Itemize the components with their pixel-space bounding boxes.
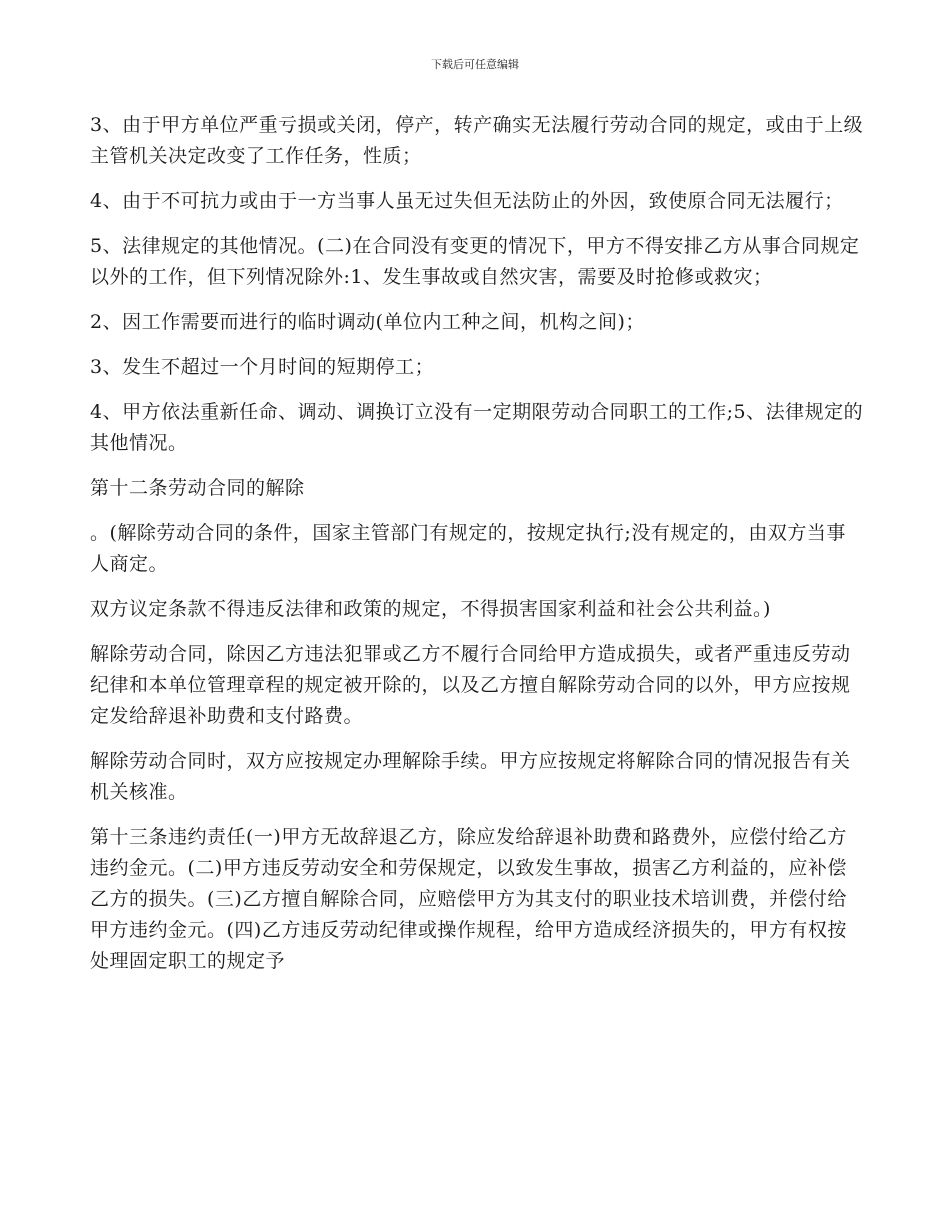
article-13-liability: 第十三条违约责任(一)甲方无故辞退乙方，除应发给辞退补助费和路费外，应偿付给乙方违约金元。(二)甲方违反劳动安全和劳保规定，以致发生事故，损害乙方利益的，应补偿乙方的损失。(三)乙方擅自解除合同，应赔偿甲方为其支付的职业技术培训费，并偿付给甲方违约金元。(四)乙方违反劳动纪律或操作规程，给甲方造成经济损失的，甲方有权按处理固定职工的规定予 [90,826,847,972]
paragraph-clause-5: 5、法律规定的其他情况。(二)在合同没有变更的情况下，甲方不得安排乙方从事合同规定以外的工作，但下列情况除外:1、发生事故或自然灾害，需要及时抢修或救灾； [90,235,860,288]
paragraph-agreed-terms: 双方议定条款不得违反法律和政策的规定，不得损害国家利益和社会公共利益。) [90,598,771,620]
paragraph-clause-4: 4、由于不可抗力或由于一方当事人虽无过失但无法防止的外因，致使原合同无法履行； [90,190,844,212]
paragraph-temporary-transfer: 2、因工作需要而进行的临时调动(单位内工种之间，机构之间)； [90,311,645,333]
paragraph-termination-compensation: 解除劳动合同，除因乙方违法犯罪或乙方不履行合同给甲方造成损失，或者严重违反劳动纪律和本单位管理章程的规定被开除的，以及乙方擅自解除劳动合同的以外，甲方应按规定发给辞退补助费和支付路费。 [90,643,851,727]
document-body [90,110,865,991]
paragraph-reassignment: 4、甲方依法重新任命、调动、调换订立没有一定期限劳动合同职工的工作;5、法律规定的其他情况。 [90,401,864,454]
paragraph-short-suspension: 3、发生不超过一个月时间的短期停工； [90,356,435,378]
paragraph-termination-procedure: 解除劳动合同时，双方应按规定办理解除手续。甲方应按规定将解除合同的情况报告有关机关核准。 [90,750,851,803]
paragraph-termination-conditions: 。(解除劳动合同的条件，国家主管部门有规定的，按规定执行;没有规定的，由双方当事人商定。 [90,522,846,575]
paragraph-clause-3: 3、由于甲方单位严重亏损或关闭，停产，转产确实无法履行劳动合同的规定，或由于上级主管机关决定改变了工作任务，性质； [90,114,864,167]
article-12-heading: 第十二条劳动合同的解除 [90,477,305,499]
page-header: 下载后可任意编辑 [431,58,519,71]
